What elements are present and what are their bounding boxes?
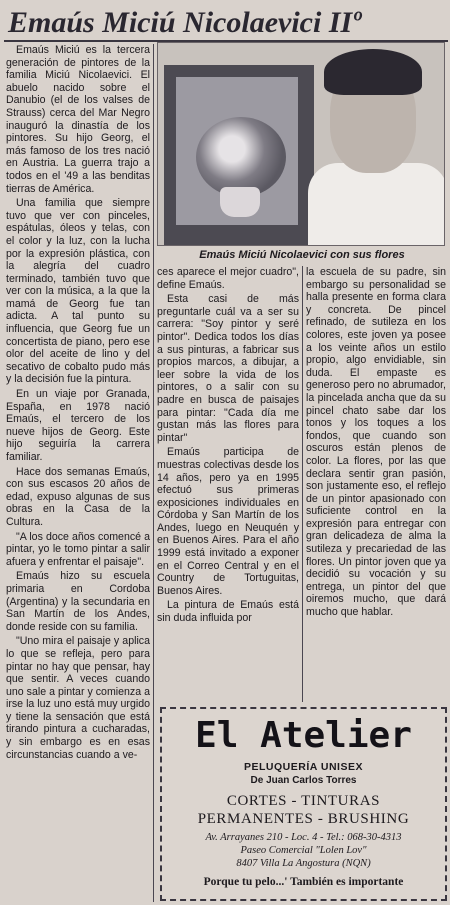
article-photo	[157, 42, 445, 246]
ad-address: Av. Arrayanes 210 - Loc. 4 - Tel.: 068-30-4313	[205, 832, 402, 843]
paragraph: Emaús participa de muestras colectivas desde los 14 años, pero ya en 1995 efectuó sus primeras exposiciones individuales en Córdoba y San Martín de los Andes, luego en Neuquén y en Buenos Aires. Para el año 1999 está invitado a exponer en el Correo Central y en el Country de Tortuguitas, Buenos Aires.	[157, 446, 299, 597]
paragraph: la escuela de su padre, sin embargo su personalidad se halla presente en forma clara y concreta. De pincel refinado, de sutileza en los colores, este joven ya posee a los veinte años un estilo propio, algo envidiable, sin duda. El empaste es generoso pero no abrumador, la pincelada ancha que da su pincel chato sabe dar los tonos y los toques a los fondos, que cuando son oscuros están plenos de color. La flores, por las que declara sentir gran pasión, son justamente eso, el reflejo de un pintor apasionado con suficiente control en la expresión para entregar con gran delicadeza de alma la sutileza y precariedad de las flores. Un pintor joven que ya decidió su vocación y su entrega, un pintor del que oiremos mucho, que dará mucho que hablar.	[306, 266, 446, 619]
paragraph: Emaús hizo su escuela primaria en Cordoba (Argentina) y la secundaria en San Martín de los Andes, donde reside con su familia.	[6, 570, 150, 633]
column-2	[157, 266, 299, 704]
ad-services-2: PERMANENTES - BRUSHING	[197, 811, 410, 827]
paragraph: Una familia que siempre tuvo que ver con pinceles, espátulas, óleos y telas, con el color y la luz, con la lucha por la expresión plástica, con la alegría del cuadro terminado, también tuvo que ver con la música, a la que la mamá de Georg fue tan adicta. A tal punto su influencia, que Georg fue un concertista de piano, pero ese olor del aceite de lino y del secativo de cobalto pudo más y la decisión fue la pintura.	[6, 197, 150, 386]
column-divider	[153, 44, 154, 902]
column-1	[6, 44, 150, 902]
paragraph: Hace dos semanas Emaús, con sus escasos 20 años de edad, expuso algunas de sus obras en la Casa de la Cultura.	[6, 465, 150, 528]
paragraph: ces aparece el mejor cuadro", define Emaús.	[157, 266, 299, 291]
atelier-advertisement	[160, 707, 447, 901]
ad-mall: Paseo Comercial "Lolen Lov"	[240, 845, 367, 856]
ad-business-type: PELUQUERÍA UNISEX	[244, 761, 363, 773]
portrait-hair	[324, 49, 422, 95]
ad-services-1: CORTES - TINTURAS	[226, 793, 381, 809]
paragraph: Emaús Miciú es la tercera generación de pintores de la familia Miciú Nicolaevici. El abuelo nacido sobre el Danubio (el de los valses de Strauss) cerca del Mar Negro inauguró la dinastía de los pintores. Su hijo Georg, el más famoso de los tres nació en Austria. La guerra trajo a todos en el '49 a las benditas tierras de América.	[6, 44, 150, 195]
paragraph: En un viaje por Granada, España, en 1978 nació Emaús, el tercero de los nueve hijos de Georg. Este hijo seguiría la carrera familiar.	[6, 388, 150, 463]
paragraph: "Uno mira el paisaje y aplica lo que se refleja, pero para pintar no hay que pensar, hay que sentir. A veces cuando uno sale a pintar y comienza a irse la luz uno está muy urgido y tiene la sensación que está tirando pintura a cucharadas, y sin embargo es en esas circunstancias cuando a ve-	[6, 635, 150, 761]
ad-owner: De Juan Carlos Torres	[250, 775, 357, 786]
headline: Emaús Miciú Nicolaevici IIº	[8, 6, 362, 39]
painting-frame	[164, 65, 314, 246]
ad-title: El Atelier	[195, 715, 412, 756]
paragraph: La pintura de Emaús está sin duda influida por	[157, 599, 299, 625]
paragraph: Esta casi de más preguntarle cuál va a ser su carrera: "Soy pintor y seré pintor". Dedica todos los días a sus pinturas, a fabricar sus propios marcos, a dibujar, a leer sobre la vida de los pintores, o a salir con su padre en busca de paisajes para pintar: "Cada día me gustan más las flores para pintar"	[157, 293, 299, 444]
column-3	[306, 266, 446, 704]
ad-city: 8407 Villa La Angostura (NQN)	[236, 858, 371, 869]
portrait-jacket	[308, 163, 445, 246]
ad-slogan: Porque tu pelo...' También es importante	[203, 876, 404, 888]
paragraph: "A los doce años comencé a pintar, yo le tomo pintar a salir afuera y enfrentar el paisaje".	[6, 530, 150, 568]
photo-caption: Emaús Miciú Nicolaevici con sus flores	[199, 249, 405, 261]
column-divider	[302, 266, 303, 702]
painted-flowers	[196, 117, 286, 197]
